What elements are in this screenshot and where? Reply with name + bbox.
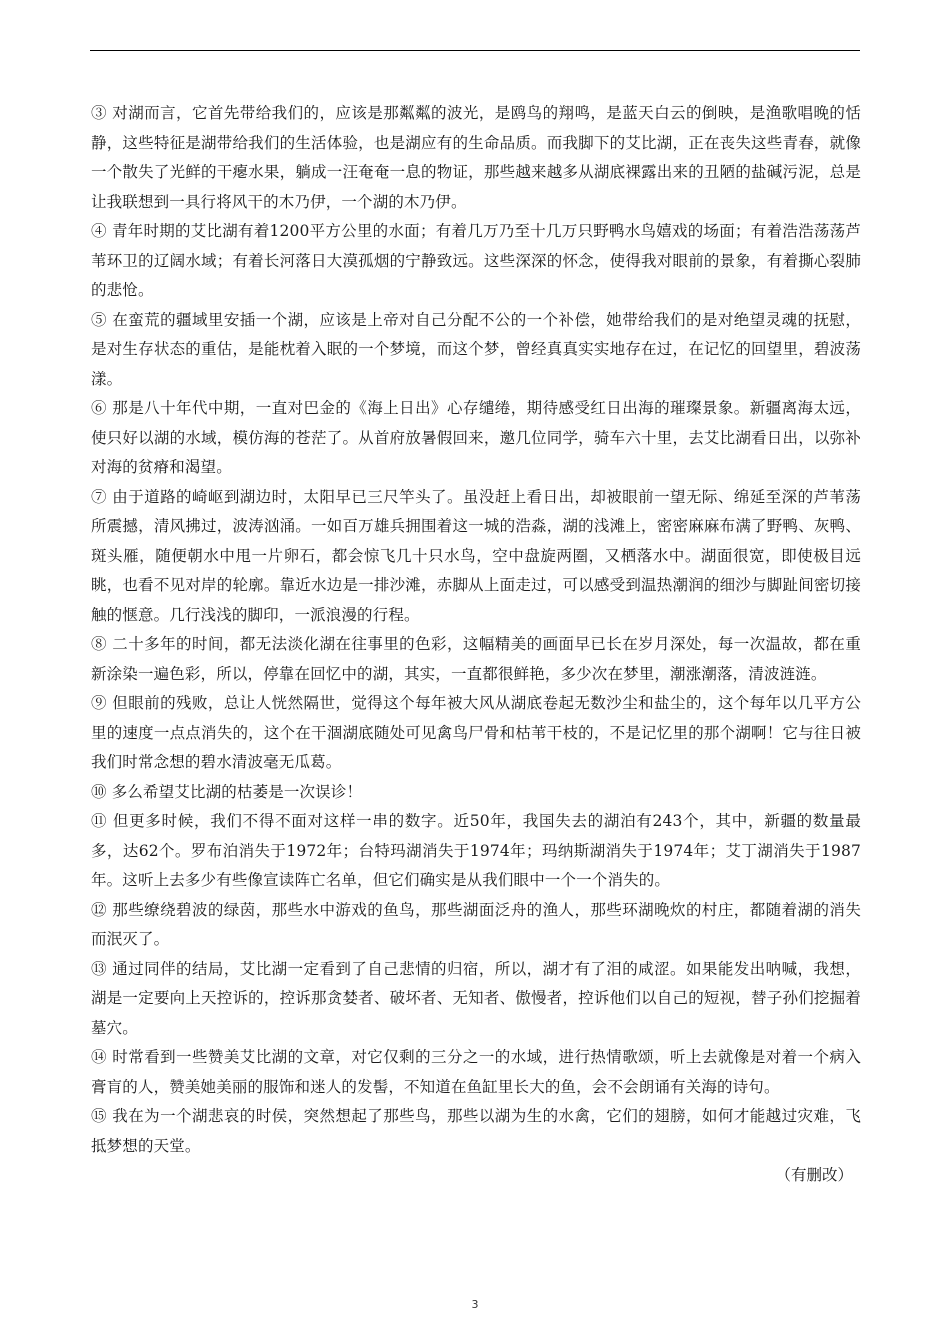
- article-body: [91, 99, 861, 1191]
- paragraph-9: ⑨ 但眼前的残败，总让人恍然隔世，觉得这个每年被大风从湖底卷起无数沙尘和盐尘的，这个每年以几平方公里的速度一点点消失的，这个在干涸湖底随处可见禽鸟尸骨和枯苇干枝的，不是记忆里的那个湖啊！它与往日被我们时常念想的碧水清波毫无瓜葛。: [91, 694, 861, 771]
- paragraph-10: ⑩ 多么希望艾比湖的枯萎是一次误诊！: [91, 782, 363, 801]
- paragraph-6: ⑥ 那是八十年代中期，一直对巴金的《海上日出》心存缱绻，期待感受红日出海的璀璨景象。新疆离海太远，使只好以湖的水域，模仿海的苍茫了。从首府放暑假回来，邀几位同学，骑车六十里，去艾比湖看日出，以弥补对海的贫瘠和渴望。: [91, 399, 861, 476]
- paragraph-14: ⑭ 时常看到一些赞美艾比湖的文章，对它仅剩的三分之一的水域，进行热情歌颂，听上去就像是对着一个病入膏肓的人，赞美她美丽的服饰和迷人的发髻，不知道在鱼缸里长大的鱼，会不会朗诵有关海的诗句。: [91, 1048, 861, 1096]
- paragraph-12: ⑫ 那些缭绕碧波的绿茵，那些水中游戏的鱼鸟，那些湖面泛舟的渔人，那些环湖晚炊的村庄，都随着湖的消失而泯灭了。: [91, 900, 861, 948]
- paragraph-15: ⑮ 我在为一个湖悲哀的时侯，突然想起了那些鸟，那些以湖为生的水禽，它们的翅膀，如何才能越过灾难，飞抵梦想的天堂。: [91, 1107, 861, 1155]
- paragraph-5: ⑤ 在蛮荒的疆域里安插一个湖，应该是上帝对自己分配不公的一个补偿，她带给我们的是对绝望灵魂的抚慰，是对生存状态的重估，是能枕着入眠的一个梦境，而这个梦，曾经真真实实地存在过，在记忆的回望里，碧波荡漾。: [91, 310, 861, 388]
- paragraph-8: ⑧ 二十多年的时间，都无法淡化湖在往事里的色彩，这幅精美的画面早已长在岁月深处，每一次温故，都在重新涂染一遍色彩，所以，停靠在回忆中的湖，其实，一直都很鲜艳，多少次在梦里，潮涨潮落，清波涟涟。: [91, 635, 861, 683]
- paragraph-7: ⑦ 由于道路的崎岖到湖边时，太阳早已三尺竿头了。虽没赶上看日出，却被眼前一望无际、绵延至深的芦苇荡所震撼，清风拂过，波涛汹涌。一如百万雄兵拥围着这一城的浩淼，湖的浅滩上，密密麻麻布满了野鸭、灰鸭、斑头雁，随便朝水中甩一片卵石，都会惊飞几十只水鸟，空中盘旋两圈，又栖落水中。湖面很宽，即使极目远眺，也看不见对岸的轮廓。靠近水边是一排沙滩，赤脚从上面走过，可以感受到温热潮润的细沙与脚趾间密切接触的惬意。几行浅浅的脚印，一派浪漫的行程。: [91, 487, 861, 624]
- page-number: 3: [471, 1298, 479, 1311]
- paragraph-4: ④ 青年时期的艾比湖有着1200平方公里的水面；有着几万乃至十几万只野鸭水鸟嬉戏的场面；有着浩浩荡荡芦苇环卫的辽阔水域；有着长河落日大漠孤烟的宁静致远。这些深深的怀念，使得我对眼前的景象，有着撕心裂肺的悲怆。: [91, 222, 861, 299]
- paragraph-3: ③ 对湖而言，它首先带给我们的，应该是那粼粼的波光，是鸥鸟的翔鸣，是蓝天白云的倒映，是渔歌唱晚的恬静，这些特征是湖带给我们的生活体验，也是湖应有的生命品质。而我脚下的艾比湖，正在丧失这些青春，就像一个散失了光鲜的干瘪水果，躺成一汪奄奄一息的物证，那些越来越多从湖底裸露出来的丑陋的盐碱污泥，总是让我联想到一具行将风干的木乃伊，一个湖的木乃伊。: [91, 104, 861, 211]
- attribution-note: （有删改）: [775, 1166, 853, 1184]
- paragraph-13: ⑬ 通过同伴的结局，艾比湖一定看到了自己悲情的归宿，所以，湖才有了泪的咸涩。如果能发出呐喊，我想，湖是一定要向上天控诉的，控诉那贪婪者、破坏者、无知者、傲慢者，控诉他们以自己的短视，替子孙们挖掘着墓穴。: [91, 959, 861, 1037]
- paragraph-11: ⑪ 但更多时候，我们不得不面对这样一串的数字。近50年，我国失去的湖泊有243个，其中，新疆的数量最多，达62个。罗布泊消失于1972年；台特玛湖消失于1974年；玛纳斯湖消失于1974年；艾丁湖消失于1987年。这听上去多少有些像宣读阵亡名单，但它们确实是从我们眼中一个一个消失的。: [91, 812, 861, 889]
- header-rule: [90, 50, 860, 51]
